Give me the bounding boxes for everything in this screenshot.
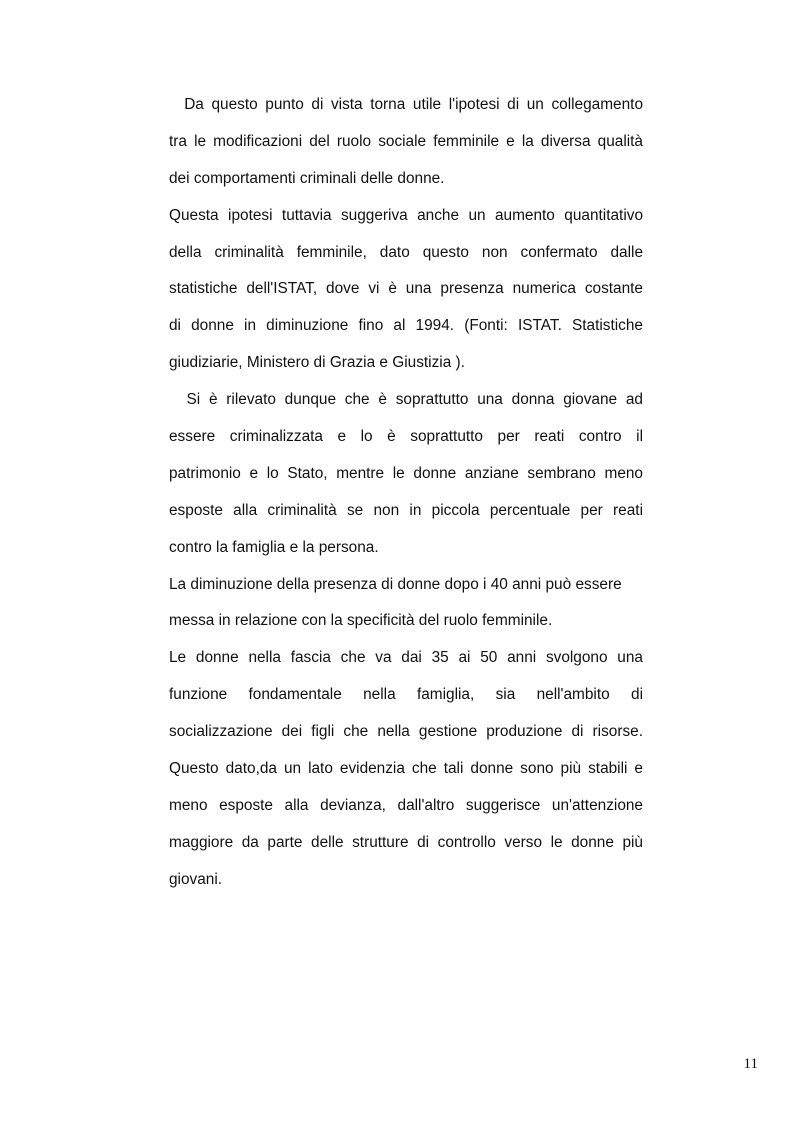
text-line: della criminalità femminile, dato questo non confermato dalle <box>169 243 643 261</box>
text-line: messa in relazione con la specificità del ruolo femminile. <box>169 612 553 630</box>
text-line: Le donne nella fascia che va dai 35 ai 50 anni svolgono una <box>169 649 643 667</box>
body-text <box>169 90 643 902</box>
text-line: contro la famiglia e la persona. <box>169 538 379 556</box>
text-line: patrimonio e lo Stato, mentre le donne anziane sembrano meno <box>169 464 643 482</box>
text-line: Da questo punto di vista torna utile l'ipotesi di un collegamento <box>169 96 643 113</box>
text-line: Si è rilevato dunque che è soprattutto una donna giovane ad <box>169 391 643 409</box>
text-line: di donne in diminuzione fino al 1994. (Fonti: ISTAT. Statistiche <box>169 317 643 335</box>
text-line: funzione fondamentale nella famiglia, sia nell'ambito di <box>169 686 643 704</box>
text-line: La diminuzione della presenza di donne dopo i 40 anni può essere <box>169 575 622 593</box>
text-line: giudiziarie, Ministero di Grazia e Giustizia ). <box>169 354 465 372</box>
page-number: 11 <box>743 1056 758 1072</box>
text-line: dei comportamenti criminali delle donne. <box>169 169 445 187</box>
text-line: statistiche dell'ISTAT, dove vi è una presenza numerica costante <box>169 280 643 298</box>
text-line: essere criminalizzata e lo è soprattutto per reati contro il <box>169 428 643 446</box>
text-line: socializzazione dei figli che nella gestione produzione di risorse. <box>169 723 643 741</box>
text-line: tra le modificazioni del ruolo sociale femminile e la diversa qualità <box>169 132 643 150</box>
text-line: maggiore da parte delle strutture di controllo verso le donne più <box>169 833 643 851</box>
text-line: meno esposte alla devianza, dall'altro suggerisce un'attenzione <box>169 796 643 814</box>
text-line: esposte alla criminalità se non in piccola percentuale per reati <box>169 501 643 519</box>
text-line: Questo dato,da un lato evidenzia che tali donne sono più stabili e <box>169 760 643 778</box>
text-line: giovani. <box>169 870 223 888</box>
text-line: Questa ipotesi tuttavia suggeriva anche un aumento quantitativo <box>169 206 643 224</box>
